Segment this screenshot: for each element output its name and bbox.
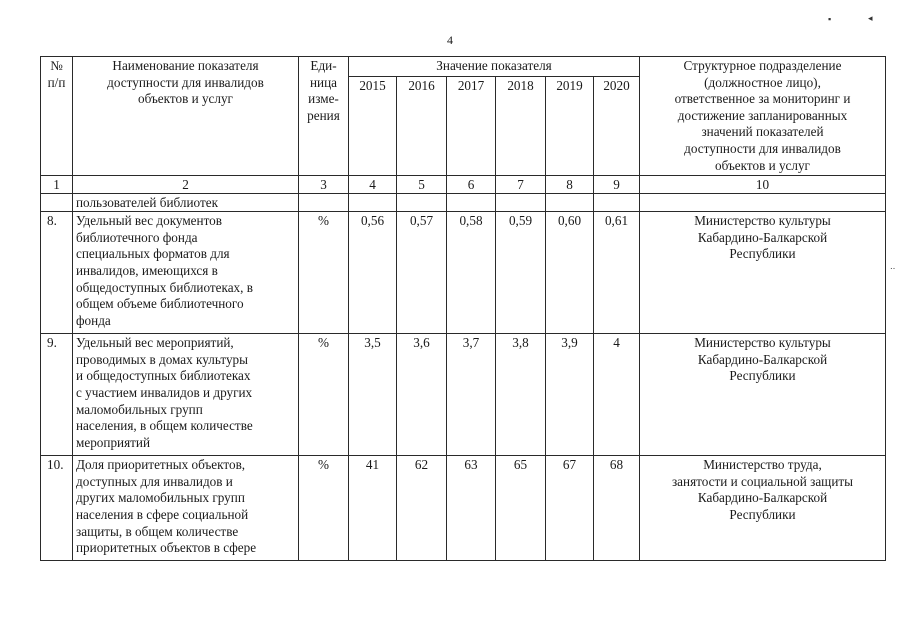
column-number: 1 [41,176,73,194]
scan-artifact-mark: ◂ [868,13,873,23]
unit-cell: % [299,212,349,334]
column-number: 3 [299,176,349,194]
value-cell: 65 [496,456,546,561]
value-cell: 0,61 [594,212,640,334]
header-year: 2020 [594,77,640,176]
table-row [41,456,886,561]
column-number: 9 [594,176,640,194]
column-number: 8 [546,176,594,194]
column-number: 5 [397,176,447,194]
column-number: 10 [640,176,886,194]
department-cell: Министерство труда, занятости и социальной защиты Кабардино-Балкарской Республики [640,456,886,561]
column-number: 6 [447,176,496,194]
header-year: 2018 [496,77,546,176]
header-year: 2019 [546,77,594,176]
value-cell: 3,7 [447,334,496,456]
department-cell: Министерство культуры Кабардино-Балкарской Республики [640,212,886,334]
table-header-row [41,57,886,77]
row-number: 8. [41,212,73,334]
value-cell: 4 [594,334,640,456]
header-indicator-name: Наименование показателя доступности для инвалидов объектов и услуг [73,57,299,176]
value-cell: 62 [397,456,447,561]
page-number: 4 [447,33,453,47]
row-number: 10. [41,456,73,561]
header-unit: Еди- ница изме- рения [299,57,349,176]
indicator-name: Доля приоритетных объектов, доступных для инвалидов и других маломобильных групп населения в сфере социальной защиты, в общем количестве приоритетных объектов в сфере [73,456,299,561]
column-number: 2 [73,176,299,194]
value-cell: 3,6 [397,334,447,456]
value-cell: 0,56 [349,212,397,334]
column-numbers-row [41,176,886,194]
header-values-title: Значение показателя [349,57,640,77]
value-cell: 0,60 [546,212,594,334]
header-year: 2016 [397,77,447,176]
indicators-table [40,56,886,561]
header-year: 2017 [447,77,496,176]
header-department: Структурное подразделение (должностное лицо), ответственное за мониторинг и достижение запланированных значений показателей доступности для инвалидов объектов и услуг [640,57,886,176]
row-number: 9. [41,334,73,456]
value-cell: 3,8 [496,334,546,456]
value-cell: 67 [546,456,594,561]
department-cell: Министерство культуры Кабардино-Балкарской Республики [640,334,886,456]
scan-artifact-mark: ▪ [828,14,832,24]
column-number: 4 [349,176,397,194]
table-row [41,212,886,334]
scan-artifact-mark: ‥ [890,262,896,271]
indicator-name: Удельный вес мероприятий, проводимых в домах культуры и общедоступных библиотеках с участием инвалидов и других маломобильных групп населения, в общем количестве мероприятий [73,334,299,456]
value-cell: 3,5 [349,334,397,456]
value-cell: 3,9 [546,334,594,456]
value-cell: 41 [349,456,397,561]
value-cell: 0,57 [397,212,447,334]
value-cell: 0,59 [496,212,546,334]
header-year: 2015 [349,77,397,176]
continuation-text: пользователей библиотек [73,194,299,212]
unit-cell: % [299,456,349,561]
value-cell: 63 [447,456,496,561]
value-cell: 0,58 [447,212,496,334]
continuation-row [41,194,886,212]
column-number: 7 [496,176,546,194]
table-row [41,334,886,456]
indicator-name: Удельный вес документов библиотечного фонда специальных форматов для инвалидов, имеющихся в общедоступных библиотеках, в общем объеме библиотечного фонда [73,212,299,334]
value-cell: 68 [594,456,640,561]
header-num: № п/п [41,57,73,176]
unit-cell: % [299,334,349,456]
